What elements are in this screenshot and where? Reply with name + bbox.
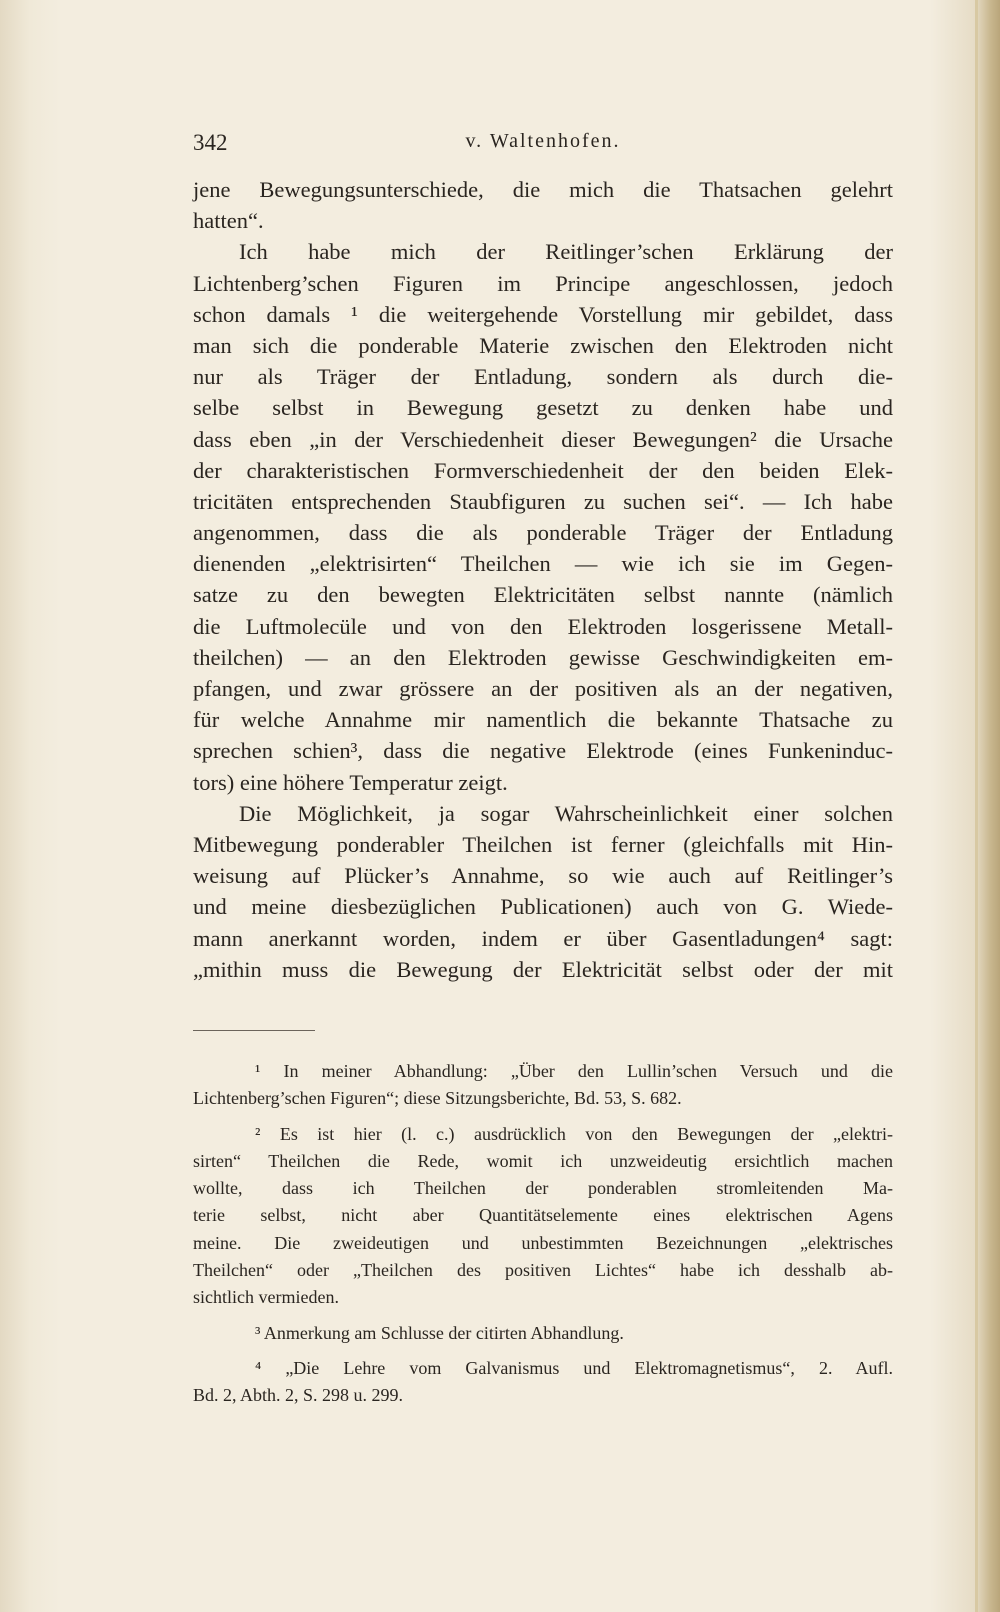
text-line: man sich die ponderable Materie zwischen den Elektroden nicht [193,332,893,358]
footnote-line: Bd. 2, Abth. 2, S. 298 u. 299. [193,1385,404,1406]
text-line: „mithin muss die Bewegung der Elektricität selbst oder der mit [193,956,893,982]
text-line: sprechen schien³, dass die negative Elektrode (eines Funkeninduc- [193,738,893,764]
text-line: schon damals ¹ die weitergehende Vorstellung mir gebildet, dass [193,301,893,327]
text-line: und meine diesbezüglichen Publicationen) auch von G. Wiede- [193,894,893,920]
running-head [193,130,893,164]
text-line: selbe selbst in Bewegung gesetzt zu denken habe und [193,395,893,421]
footnotes [193,1058,893,1410]
text-line: weisung auf Plücker’s Annahme, so wie auch auf Reitlinger’s [193,863,893,889]
footnote-line: terie selbst, nicht aber Quantitätselemente eines elektrischen Agens [193,1205,893,1226]
text-line: der charakteristischen Formverschiedenheit der den beiden Elek- [193,457,893,483]
footnote-line: ³ Anmerkung am Schlusse der citirten Abhandlung. [255,1322,624,1343]
footnote-line: sirten“ Theilchen die Rede, womit ich unzweideutig ersichtlich machen [193,1150,893,1171]
text-line: dienenden „elektrisirten“ Theilchen — wie ich sie im Gegen- [193,551,893,577]
body-text [193,174,893,985]
text-line: Lichtenberg’schen Figuren im Principe angeschlossen, jedoch [193,270,893,296]
footnote-line: ¹ In meiner Abhandlung: „Über den Lullin’schen Versuch und die [255,1061,893,1081]
text-line: dass eben „in der Verschiedenheit dieser Bewegungen² die Ursache [193,426,893,452]
text-line: angenommen, dass die als ponderable Träger der Entladung [193,520,893,546]
text-line: jene Bewegungsunterschiede, die mich die Thatsachen gelehrt [193,177,893,202]
text-line: theilchen) — an den Elektroden gewisse Geschwindigkeiten em- [193,644,893,670]
text-line: nur als Träger der Entladung, sondern als durch die- [193,364,893,390]
text-line: Ich habe mich der Reitlinger’schen Erklärung der [239,239,893,265]
text-line: die Luftmolecüle und von den Elektroden losgerissene Metall- [193,613,893,639]
page-edge [975,0,978,1612]
text-line: pfangen, und zwar grössere an der positiven als an der negativen, [193,676,893,701]
text-line: Die Möglichkeit, ja sogar Wahrscheinlichkeit einer solchen [239,800,893,826]
footnote-line: ⁴ „Die Lehre vom Galvanismus und Elektromagnetismus“, 2. Aufl. [255,1357,893,1378]
footnote-line: ² Es ist hier (l. c.) ausdrücklich von den Bewegungen der „elektri- [255,1123,893,1144]
page-number: 342 [193,130,228,155]
footnote-line: Theilchen“ oder „Theilchen des positiven Lichtes“ habe ich desshalb ab- [193,1260,893,1281]
footnote-line: wollte, dass ich Theilchen der ponderablen stromleitenden Ma- [193,1178,893,1199]
text-line: satze zu den bewegten Elektricitäten selbst nannte (nämlich [193,582,893,608]
footnote-divider [193,1030,315,1031]
text-line: tricitäten entsprechenden Staubfiguren zu suchen sei“. — Ich habe [193,488,893,514]
text-line: mann anerkannt worden, indem er über Gasentladungen⁴ sagt: [193,925,893,951]
footnote-line: meine. Die zweideutigen und unbestimmten Bezeichnungen „elektrisches [193,1232,893,1253]
text-line: hatten“. [193,208,264,234]
text-line: für welche Annahme mir namentlich die bekannte Thatsache zu [193,707,893,733]
footnote-line: Lichtenberg’schen Figuren“; diese Sitzungsberichte, Bd. 53, S. 682. [193,1088,682,1109]
footnote-line: sichtlich vermieden. [193,1287,339,1308]
text-line: Mitbewegung ponderabler Theilchen ist ferner (gleichfalls mit Hin- [193,831,893,857]
text-line: tors) eine höhere Temperatur zeigt. [193,769,508,795]
running-title: v. Waltenhofen. [465,130,621,152]
